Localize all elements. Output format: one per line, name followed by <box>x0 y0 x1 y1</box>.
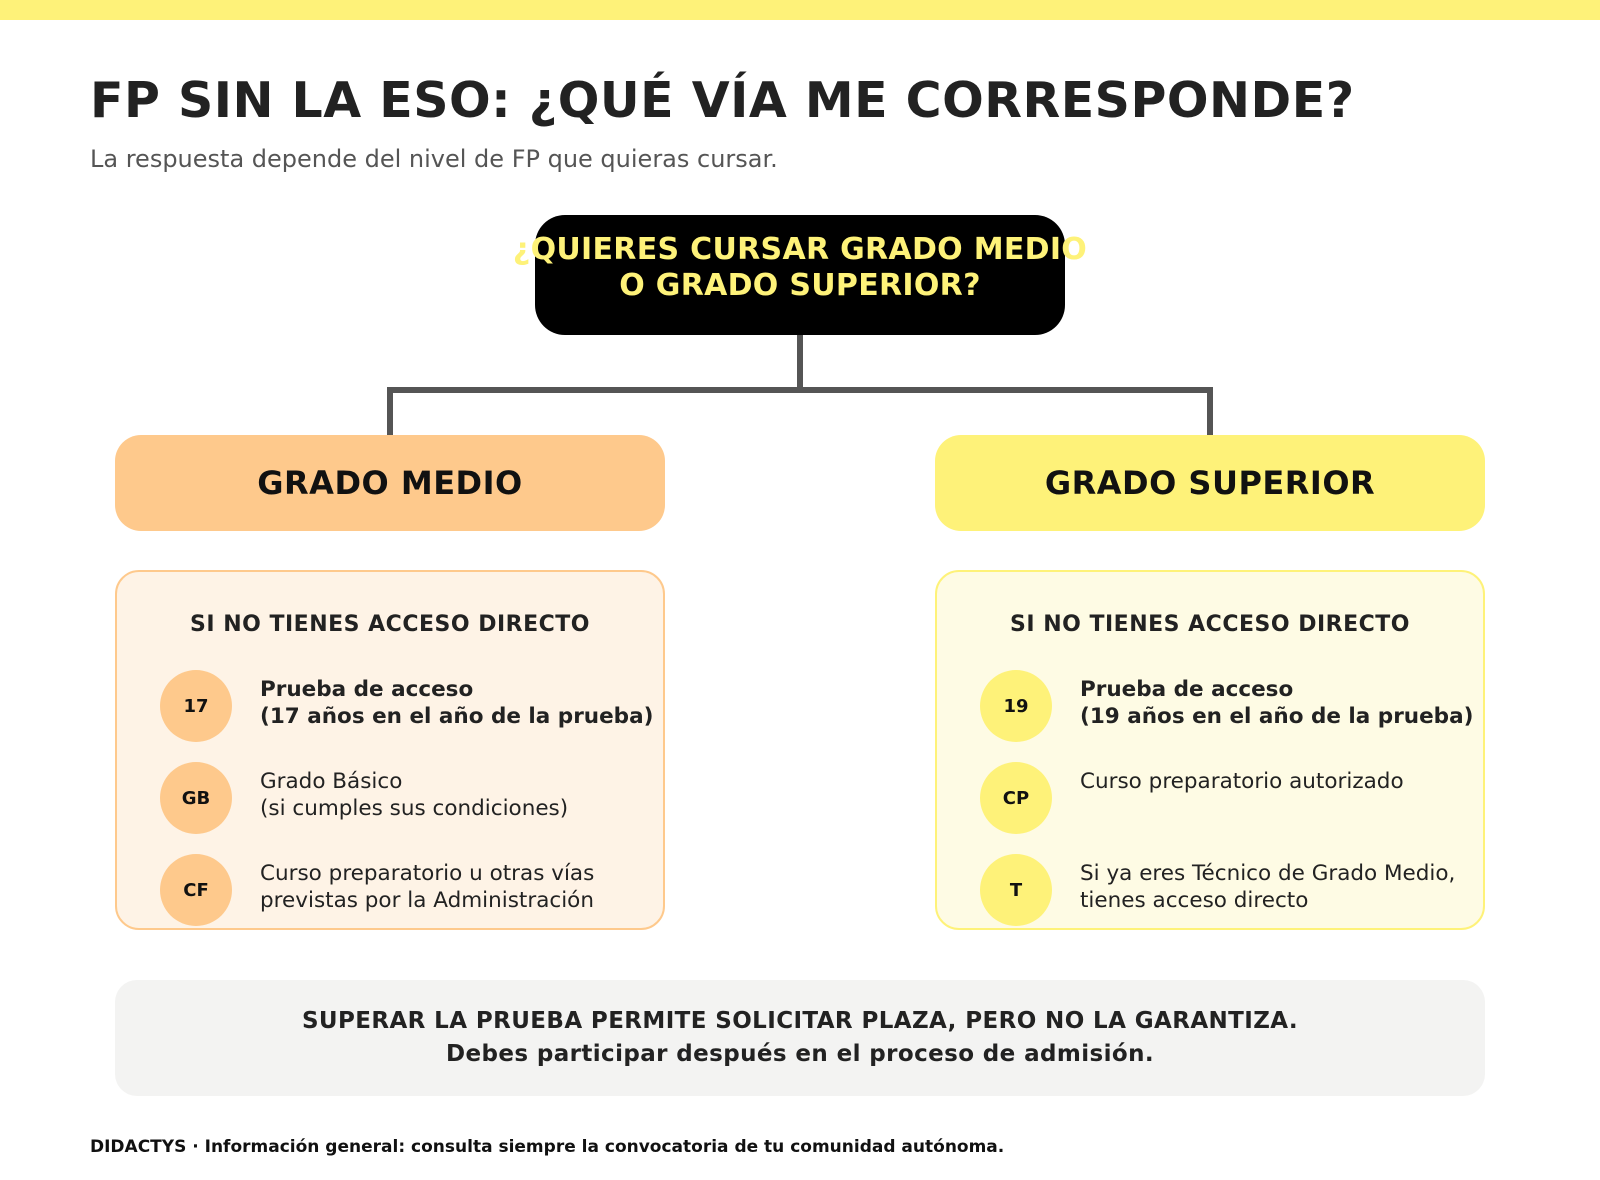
option-line: Curso preparatorio autorizado <box>1080 769 1404 794</box>
connector-horizontal <box>387 387 1213 393</box>
option-line: (19 años en el año de la prueba) <box>1080 704 1474 729</box>
panel-title: SI NO TIENES ACCESO DIRECTO <box>190 612 590 637</box>
option-line: (si cumples sus condiciones) <box>260 796 569 821</box>
top-accent-bar <box>0 0 1600 20</box>
option-curso-preparatorio <box>1080 768 1520 795</box>
option-line: Curso preparatorio u otras vías <box>260 861 595 886</box>
note-line-1: SUPERAR LA PRUEBA PERMITE SOLICITAR PLAZA, PERO NO LA GARANTIZA. <box>301 1008 1299 1034</box>
option-line: previstas por la Administración <box>260 888 594 913</box>
connector-left-drop <box>387 387 393 435</box>
option-tecnico-grado-medio <box>1080 860 1520 914</box>
connector-right-drop <box>1207 387 1213 435</box>
badge-t: T <box>980 854 1052 926</box>
option-line: Prueba de acceso <box>260 677 474 702</box>
question-line-2: O GRADO SUPERIOR? <box>619 268 981 303</box>
page-title: FP SIN LA ESO: ¿QUÉ VÍA ME CORRESPONDE? <box>90 72 1355 129</box>
option-line: (17 años en el año de la prueba) <box>260 704 654 729</box>
option-line: Si ya eres Técnico de Grado Medio, <box>1080 861 1456 886</box>
grado-medio-header: GRADO MEDIO <box>115 435 665 531</box>
badge-17: 17 <box>160 670 232 742</box>
grado-superior-panel <box>935 570 1485 930</box>
admission-note <box>115 980 1485 1096</box>
page-subtitle: La respuesta depende del nivel de FP que quieras cursar. <box>90 145 778 173</box>
option-grado-basico <box>260 768 700 822</box>
footer-disclaimer: DIDACTYS · Información general: consulta siempre la convocatoria de tu comunidad autónoma. <box>90 1137 1005 1157</box>
badge-gb: GB <box>160 762 232 834</box>
question-line-1: ¿QUIERES CURSAR GRADO MEDIO <box>512 232 1088 267</box>
option-curso-preparatorio <box>260 860 700 914</box>
note-line-2: Debes participar después en el proceso de admisión. <box>446 1041 1154 1067</box>
badge-cf: CF <box>160 854 232 926</box>
option-line: Grado Básico <box>260 769 403 794</box>
option-line: tienes acceso directo <box>1080 888 1309 913</box>
question-text <box>0 232 1600 304</box>
badge-19: 19 <box>980 670 1052 742</box>
grado-superior-header: GRADO SUPERIOR <box>935 435 1485 531</box>
connector-stem <box>797 335 803 393</box>
grado-medio-panel <box>115 570 665 930</box>
option-prueba-acceso <box>260 676 700 730</box>
panel-title: SI NO TIENES ACCESO DIRECTO <box>1010 612 1410 637</box>
badge-cp: CP <box>980 762 1052 834</box>
option-prueba-acceso <box>1080 676 1520 730</box>
option-line: Prueba de acceso <box>1080 677 1294 702</box>
